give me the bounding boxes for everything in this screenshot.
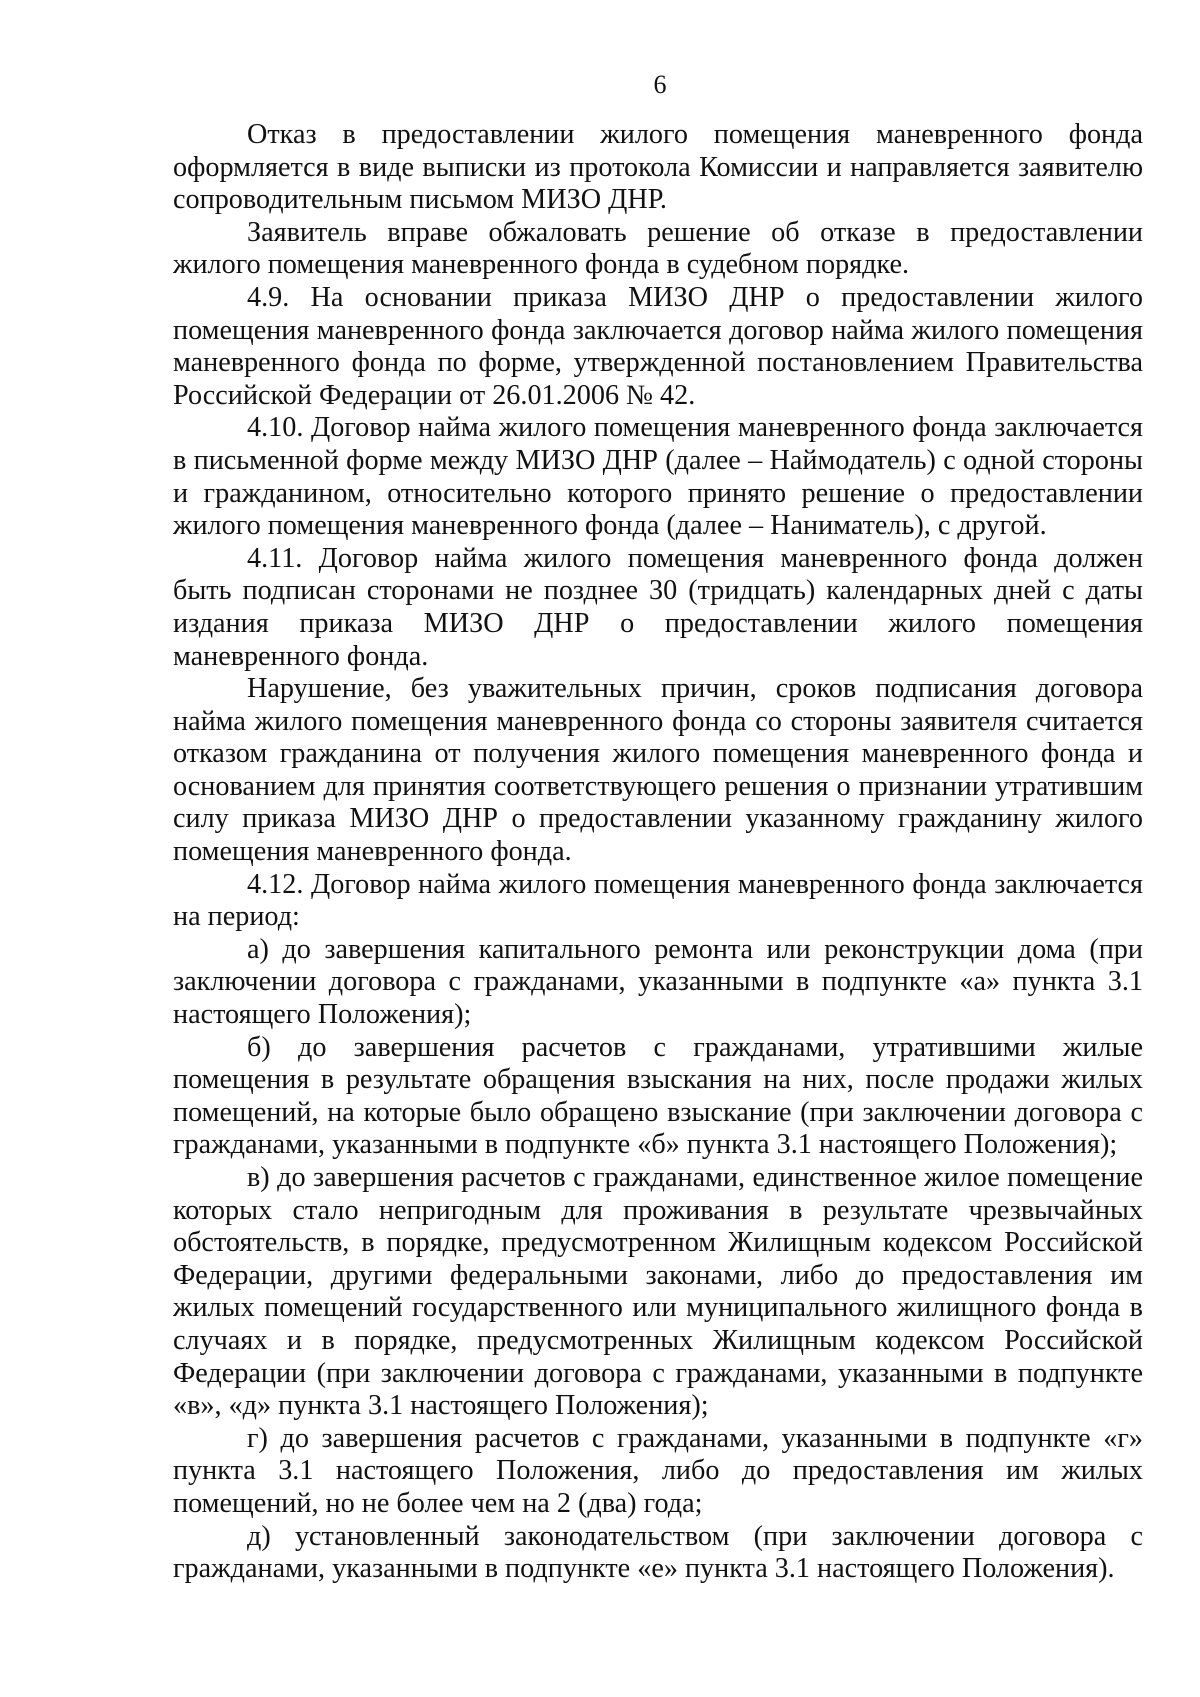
paragraph-refusal-form: Отказ в предоставлении жилого помещения маневренного фонда оформляется в виде выписки из протокола Комиссии и направляется заявителю сопроводительным письмом МИЗО ДНР.: [173, 119, 1143, 216]
paragraph-4-10: 4.10. Договор найма жилого помещения маневренного фонда заключается в письменной форме между МИЗО ДНР (далее – Наймодатель) с одной стороны и гражданином, относительно которого принято решение о предоставлении жилого помещения маневренного фонда (далее – Наниматель), с другой.: [173, 412, 1143, 542]
paragraph-subitem-v: в) до завершения расчетов с гражданами, единственное жилое помещение которых стало непригодным для проживания в результате чрезвычайных обстоятельств, в порядке, предусмотренном Жилищным кодексом Российской Федерации, другими федеральными законами, либо до предоставления им жилых помещений государственного или муниципального жилищного фонда в случаях и в порядке, предусмотренных Жилищным кодексом Российской Федерации (при заключении договора с гражданами, указанными в подпункте «в», «д» пункта 3.1 настоящего Положения);: [173, 1162, 1143, 1422]
paragraph-subitem-b: б) до завершения расчетов с гражданами, утратившими жилые помещения в результате обращения взыскания на них, после продажи жилых помещений, на которые было обращено взыскание (при заключении договора с гражданами, указанными в подпункте «б» пункта 3.1 настоящего Положения);: [173, 1031, 1143, 1161]
paragraph-appeal-right: Заявитель вправе обжаловать решение об отказе в предоставлении жилого помещения маневренного фонда в судебном порядке.: [173, 216, 1143, 281]
paragraph-signing-violation: Нарушение, без уважительных причин, сроков подписания договора найма жилого помещения маневренного фонда со стороны заявителя считается отказом гражданина от получения жилого помещения маневренного фонда и основанием для принятия соответствующего решения о признании утратившим силу приказа МИЗО ДНР о предоставлении указанному гражданину жилого помещения маневренного фонда.: [173, 673, 1143, 868]
paragraph-4-11: 4.11. Договор найма жилого помещения маневренного фонда должен быть подписан сторонами не позднее 30 (тридцать) календарных дней с даты издания приказа МИЗО ДНР о предоставлении жилого помещения маневренного фонда.: [173, 542, 1143, 672]
paragraph-subitem-a: а) до завершения капитального ремонта или реконструкции дома (при заключении договора с гражданами, указанными в подпункте «а» пункта 3.1 настоящего Положения);: [173, 933, 1143, 1031]
paragraph-4-12: 4.12. Договор найма жилого помещения маневренного фонда заключается на период:: [173, 868, 1143, 933]
paragraph-subitem-d: д) установленный законодательством (при заключении договора с гражданами, указанными в подпункте «е» пункта 3.1 настоящего Положения).: [173, 1520, 1143, 1585]
paragraph-subitem-g: г) до завершения расчетов с гражданами, указанными в подпункте «г» пункта 3.1 настоящего Положения, либо до предоставления им жилых помещений, но не более чем на 2 (два) года;: [173, 1422, 1143, 1519]
paragraph-4-9: 4.9. На основании приказа МИЗО ДНР о предоставлении жилого помещения маневренного фонда заключается договор найма жилого помещения маневренного фонда по форме, утвержденной постановлением Правительства Российской Федерации от 26.01.2006 № 42.: [173, 281, 1143, 411]
page-number: 6: [653, 70, 667, 99]
document-body: [173, 119, 1143, 1586]
